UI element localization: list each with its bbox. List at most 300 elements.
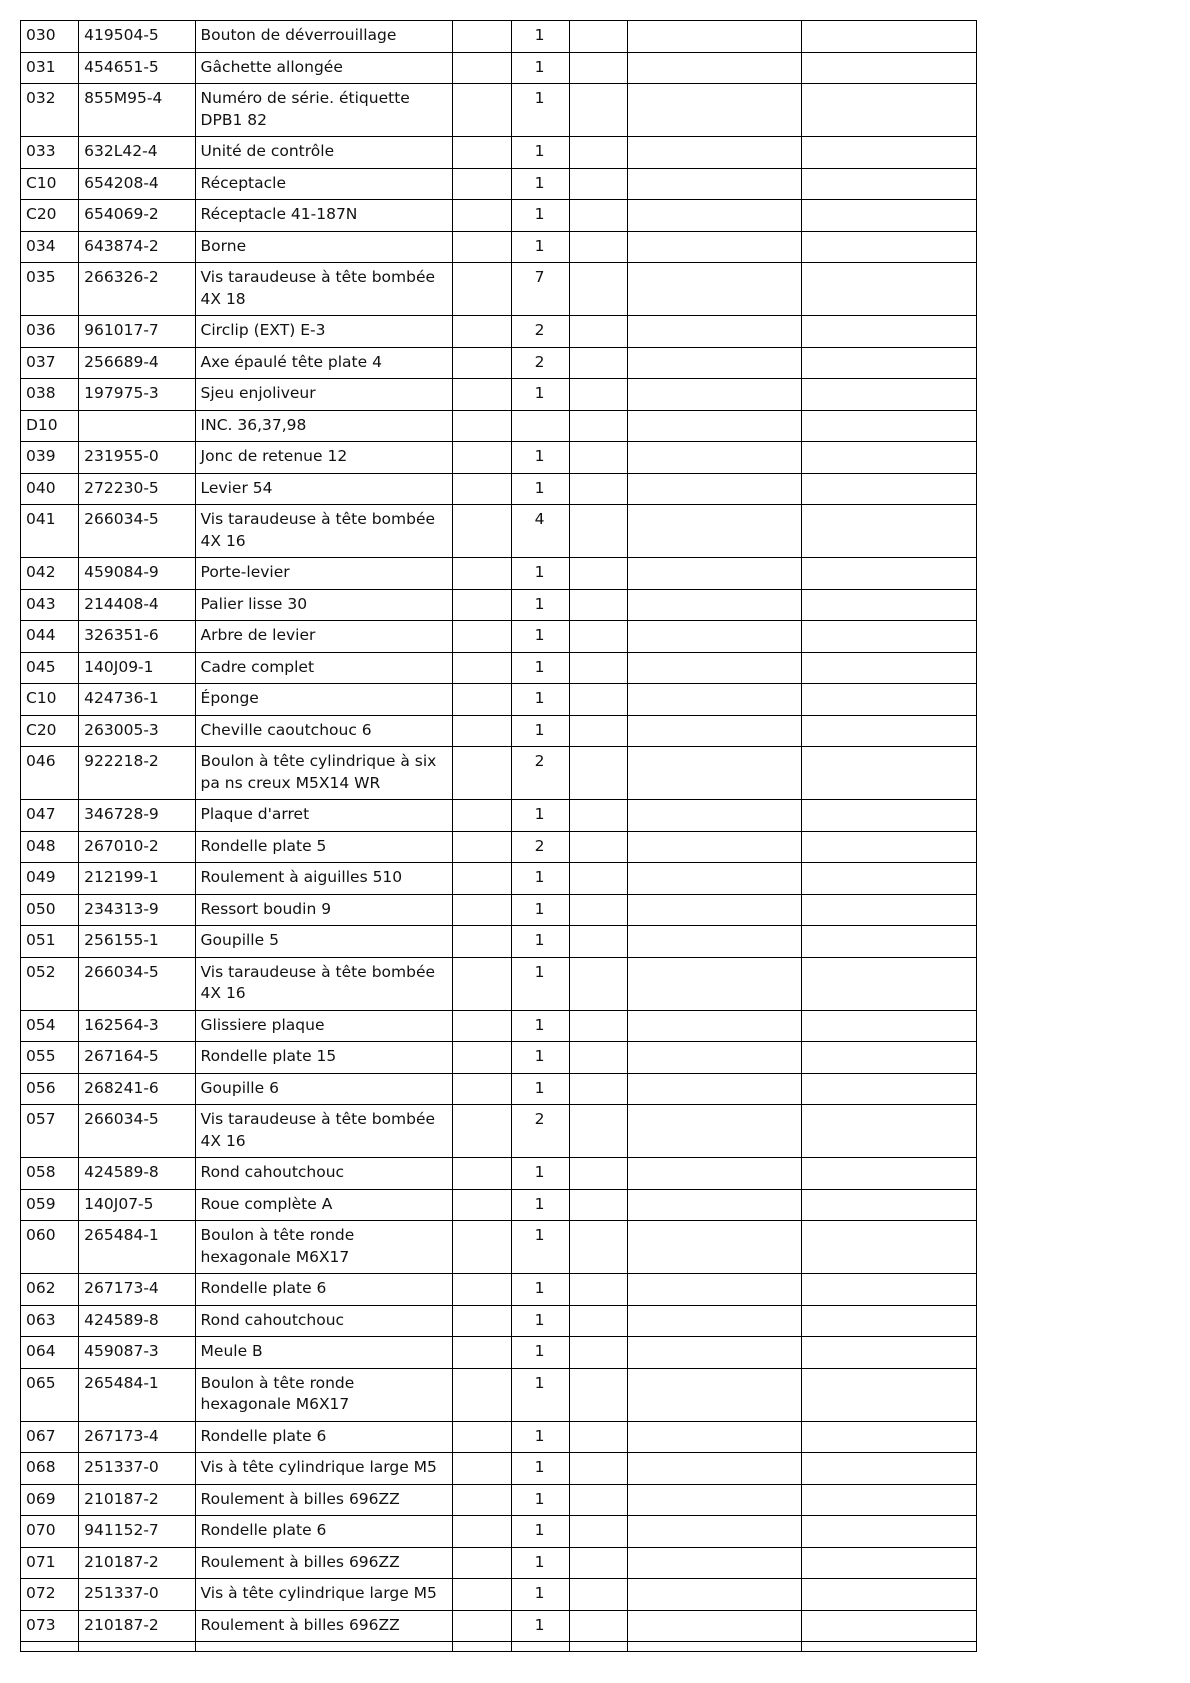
part-reference-cell: 214408-4 xyxy=(79,589,195,621)
part-reference-cell: 326351-6 xyxy=(79,621,195,653)
part-reference-cell: 454651-5 xyxy=(79,52,195,84)
blank-cell xyxy=(627,621,802,653)
blank-cell xyxy=(802,316,977,348)
item-number-cell: 033 xyxy=(21,137,79,169)
part-reference-cell: 643874-2 xyxy=(79,231,195,263)
description-cell: Levier 54 xyxy=(195,473,453,505)
blank-cell xyxy=(627,137,802,169)
table-row xyxy=(21,926,977,958)
blank-cell xyxy=(453,263,511,316)
quantity-cell: 1 xyxy=(511,21,569,53)
blank-cell xyxy=(453,1421,511,1453)
item-number-cell: 040 xyxy=(21,473,79,505)
blank-cell xyxy=(453,747,511,800)
blank-cell xyxy=(453,800,511,832)
blank-cell xyxy=(569,894,627,926)
description-cell: Axe épaulé tête plate 4 xyxy=(195,347,453,379)
item-number-cell: 062 xyxy=(21,1274,79,1306)
item-number-cell: 032 xyxy=(21,84,79,137)
blank-cell xyxy=(453,1042,511,1074)
item-number-cell: 051 xyxy=(21,926,79,958)
quantity-cell: 1 xyxy=(511,1010,569,1042)
table-row xyxy=(21,957,977,1010)
quantity-cell: 1 xyxy=(511,1547,569,1579)
blank-cell xyxy=(627,347,802,379)
table-row xyxy=(21,1579,977,1611)
part-reference-cell: 346728-9 xyxy=(79,800,195,832)
quantity-cell: 1 xyxy=(511,200,569,232)
blank-cell xyxy=(569,84,627,137)
part-reference-cell: 267173-4 xyxy=(79,1421,195,1453)
table-row xyxy=(21,800,977,832)
table-row xyxy=(21,1010,977,1042)
table-row xyxy=(21,379,977,411)
blank-cell xyxy=(627,473,802,505)
table-row xyxy=(21,1221,977,1274)
quantity-cell: 1 xyxy=(511,1421,569,1453)
blank-cell xyxy=(627,200,802,232)
description-cell: Vis taraudeuse à tête bombée 4X 18 xyxy=(195,263,453,316)
blank-cell xyxy=(453,558,511,590)
blank-cell xyxy=(569,379,627,411)
item-number-cell: 049 xyxy=(21,863,79,895)
blank-cell xyxy=(453,1073,511,1105)
part-reference-cell: 961017-7 xyxy=(79,316,195,348)
part-reference-cell: 424589-8 xyxy=(79,1158,195,1190)
table-row xyxy=(21,347,977,379)
blank-cell xyxy=(569,168,627,200)
part-reference-cell: 941152-7 xyxy=(79,1516,195,1548)
blank-cell xyxy=(569,589,627,621)
description-cell: Boulon à tête cylindrique à six pa ns creux M5X14 WR xyxy=(195,747,453,800)
table-row xyxy=(21,558,977,590)
table-row xyxy=(21,1368,977,1421)
blank-cell xyxy=(569,316,627,348)
blank-cell xyxy=(627,52,802,84)
table-row xyxy=(21,894,977,926)
blank-cell xyxy=(569,1305,627,1337)
item-number-cell xyxy=(21,1642,79,1652)
blank-cell xyxy=(627,957,802,1010)
description-cell: Plaque d'arret xyxy=(195,800,453,832)
table-row xyxy=(21,715,977,747)
blank-cell xyxy=(569,863,627,895)
table-row xyxy=(21,505,977,558)
blank-cell xyxy=(627,1105,802,1158)
blank-cell xyxy=(802,505,977,558)
description-cell: Roulement à billes 696ZZ xyxy=(195,1610,453,1642)
quantity-cell: 1 xyxy=(511,863,569,895)
table-row xyxy=(21,684,977,716)
quantity-cell xyxy=(511,410,569,442)
part-reference-cell: 162564-3 xyxy=(79,1010,195,1042)
blank-cell xyxy=(802,200,977,232)
item-number-cell: 068 xyxy=(21,1453,79,1485)
blank-cell xyxy=(569,1484,627,1516)
quantity-cell: 1 xyxy=(511,52,569,84)
blank-cell xyxy=(453,715,511,747)
blank-cell xyxy=(453,1368,511,1421)
quantity-cell: 1 xyxy=(511,1073,569,1105)
blank-cell xyxy=(802,1274,977,1306)
blank-cell xyxy=(453,926,511,958)
blank-cell xyxy=(802,1453,977,1485)
blank-cell xyxy=(569,1453,627,1485)
description-cell: Meule B xyxy=(195,1337,453,1369)
part-reference-cell: 266034-5 xyxy=(79,505,195,558)
blank-cell xyxy=(569,800,627,832)
blank-cell xyxy=(627,316,802,348)
item-number-cell: 030 xyxy=(21,21,79,53)
item-number-cell: 071 xyxy=(21,1547,79,1579)
table-row xyxy=(21,1158,977,1190)
quantity-cell: 1 xyxy=(511,1158,569,1190)
blank-cell xyxy=(802,410,977,442)
part-reference-cell: 922218-2 xyxy=(79,747,195,800)
parts-table-body xyxy=(21,21,977,1652)
description-cell: Gâchette allongée xyxy=(195,52,453,84)
item-number-cell: 064 xyxy=(21,1337,79,1369)
table-row xyxy=(21,652,977,684)
blank-cell xyxy=(627,1158,802,1190)
quantity-cell: 1 xyxy=(511,1337,569,1369)
blank-cell xyxy=(802,473,977,505)
quantity-cell: 1 xyxy=(511,231,569,263)
part-reference-cell: 267010-2 xyxy=(79,831,195,863)
blank-cell xyxy=(802,1421,977,1453)
blank-cell xyxy=(802,1337,977,1369)
blank-cell xyxy=(569,21,627,53)
blank-cell xyxy=(453,957,511,1010)
blank-cell xyxy=(627,1073,802,1105)
table-row xyxy=(21,52,977,84)
part-reference-cell: 266326-2 xyxy=(79,263,195,316)
item-number-cell: 038 xyxy=(21,379,79,411)
blank-cell xyxy=(453,1274,511,1306)
blank-cell xyxy=(802,926,977,958)
blank-cell xyxy=(569,715,627,747)
table-row xyxy=(21,1189,977,1221)
quantity-cell: 1 xyxy=(511,1579,569,1611)
blank-cell xyxy=(453,1337,511,1369)
quantity-cell: 1 xyxy=(511,137,569,169)
item-number-cell: 036 xyxy=(21,316,79,348)
blank-cell xyxy=(627,1610,802,1642)
blank-cell xyxy=(453,137,511,169)
description-cell: Ressort boudin 9 xyxy=(195,894,453,926)
blank-cell xyxy=(453,863,511,895)
parts-table xyxy=(20,20,977,1652)
blank-cell xyxy=(569,1610,627,1642)
blank-cell xyxy=(453,831,511,863)
item-number-cell: C20 xyxy=(21,715,79,747)
quantity-cell: 1 xyxy=(511,558,569,590)
blank-cell xyxy=(802,1073,977,1105)
blank-cell xyxy=(453,1105,511,1158)
item-number-cell: 067 xyxy=(21,1421,79,1453)
item-number-cell: 042 xyxy=(21,558,79,590)
part-reference-cell xyxy=(79,410,195,442)
blank-cell xyxy=(453,231,511,263)
table-row xyxy=(21,747,977,800)
description-cell: Goupille 6 xyxy=(195,1073,453,1105)
blank-cell xyxy=(802,831,977,863)
part-reference-cell: 197975-3 xyxy=(79,379,195,411)
blank-cell xyxy=(627,1189,802,1221)
blank-cell xyxy=(569,137,627,169)
table-row xyxy=(21,231,977,263)
blank-cell xyxy=(802,1010,977,1042)
part-reference-cell: 210187-2 xyxy=(79,1484,195,1516)
table-row xyxy=(21,442,977,474)
blank-cell xyxy=(627,894,802,926)
blank-cell xyxy=(569,347,627,379)
blank-cell xyxy=(627,1305,802,1337)
table-row xyxy=(21,1516,977,1548)
item-number-cell: 031 xyxy=(21,52,79,84)
blank-cell xyxy=(569,1642,627,1652)
table-row xyxy=(21,168,977,200)
part-reference-cell: 654208-4 xyxy=(79,168,195,200)
blank-cell xyxy=(802,1547,977,1579)
blank-cell xyxy=(627,1453,802,1485)
quantity-cell: 1 xyxy=(511,1610,569,1642)
blank-cell xyxy=(627,589,802,621)
blank-cell xyxy=(453,1610,511,1642)
blank-cell xyxy=(453,1221,511,1274)
blank-cell xyxy=(453,684,511,716)
item-number-cell: 050 xyxy=(21,894,79,926)
blank-cell xyxy=(453,442,511,474)
quantity-cell: 1 xyxy=(511,1274,569,1306)
part-reference-cell: 140J07-5 xyxy=(79,1189,195,1221)
description-cell: Vis à tête cylindrique large M5 xyxy=(195,1579,453,1611)
item-number-cell: D10 xyxy=(21,410,79,442)
blank-cell xyxy=(453,168,511,200)
item-number-cell: 065 xyxy=(21,1368,79,1421)
item-number-cell: 057 xyxy=(21,1105,79,1158)
table-row xyxy=(21,589,977,621)
blank-cell xyxy=(802,589,977,621)
blank-cell xyxy=(453,1010,511,1042)
blank-cell xyxy=(453,1189,511,1221)
blank-cell xyxy=(569,200,627,232)
blank-cell xyxy=(802,1516,977,1548)
description-cell: Roulement à billes 696ZZ xyxy=(195,1547,453,1579)
quantity-cell: 1 xyxy=(511,442,569,474)
blank-cell xyxy=(569,1579,627,1611)
blank-cell xyxy=(569,1158,627,1190)
blank-cell xyxy=(802,84,977,137)
item-number-cell: 039 xyxy=(21,442,79,474)
description-cell: Jonc de retenue 12 xyxy=(195,442,453,474)
blank-cell xyxy=(802,1610,977,1642)
blank-cell xyxy=(453,894,511,926)
description-cell: Rondelle plate 6 xyxy=(195,1516,453,1548)
description-cell: Vis à tête cylindrique large M5 xyxy=(195,1453,453,1485)
description-cell: Vis taraudeuse à tête bombée 4X 16 xyxy=(195,957,453,1010)
blank-cell xyxy=(802,1305,977,1337)
blank-cell xyxy=(627,231,802,263)
blank-cell xyxy=(569,442,627,474)
blank-cell xyxy=(453,473,511,505)
blank-cell xyxy=(569,1547,627,1579)
table-row xyxy=(21,1453,977,1485)
blank-cell xyxy=(627,1484,802,1516)
blank-cell xyxy=(453,347,511,379)
table-row xyxy=(21,137,977,169)
blank-cell xyxy=(453,1642,511,1652)
blank-cell xyxy=(569,52,627,84)
blank-cell xyxy=(569,1368,627,1421)
blank-cell xyxy=(569,1042,627,1074)
blank-cell xyxy=(627,442,802,474)
part-reference-cell: 272230-5 xyxy=(79,473,195,505)
part-reference-cell: 265484-1 xyxy=(79,1221,195,1274)
part-reference-cell: 212199-1 xyxy=(79,863,195,895)
item-number-cell: 048 xyxy=(21,831,79,863)
blank-cell xyxy=(627,1642,802,1652)
blank-cell xyxy=(569,684,627,716)
quantity-cell: 4 xyxy=(511,505,569,558)
quantity-cell: 1 xyxy=(511,168,569,200)
item-number-cell: 059 xyxy=(21,1189,79,1221)
item-number-cell: 047 xyxy=(21,800,79,832)
table-row xyxy=(21,473,977,505)
blank-cell xyxy=(802,1579,977,1611)
blank-cell xyxy=(802,1368,977,1421)
table-row xyxy=(21,1305,977,1337)
blank-cell xyxy=(802,137,977,169)
blank-cell xyxy=(802,168,977,200)
blank-cell xyxy=(569,1274,627,1306)
blank-cell xyxy=(627,863,802,895)
blank-cell xyxy=(802,1642,977,1652)
part-reference-cell: 424736-1 xyxy=(79,684,195,716)
part-reference-cell: 234313-9 xyxy=(79,894,195,926)
blank-cell xyxy=(453,21,511,53)
blank-cell xyxy=(453,589,511,621)
description-cell: Borne xyxy=(195,231,453,263)
table-row xyxy=(21,831,977,863)
description-cell: Boulon à tête ronde hexagonale M6X17 xyxy=(195,1368,453,1421)
description-cell xyxy=(195,1642,453,1652)
quantity-cell: 7 xyxy=(511,263,569,316)
blank-cell xyxy=(569,1337,627,1369)
blank-cell xyxy=(569,831,627,863)
blank-cell xyxy=(569,926,627,958)
part-reference-cell: 654069-2 xyxy=(79,200,195,232)
blank-cell xyxy=(453,52,511,84)
blank-cell xyxy=(569,410,627,442)
blank-cell xyxy=(627,379,802,411)
description-cell: Rondelle plate 6 xyxy=(195,1421,453,1453)
blank-cell xyxy=(627,263,802,316)
quantity-cell: 1 xyxy=(511,652,569,684)
item-number-cell: 073 xyxy=(21,1610,79,1642)
item-number-cell: C10 xyxy=(21,684,79,716)
table-row xyxy=(21,21,977,53)
blank-cell xyxy=(627,1042,802,1074)
blank-cell xyxy=(627,1368,802,1421)
blank-cell xyxy=(802,558,977,590)
part-reference-cell: 632L42-4 xyxy=(79,137,195,169)
item-number-cell: 046 xyxy=(21,747,79,800)
quantity-cell: 1 xyxy=(511,1368,569,1421)
table-row xyxy=(21,1642,977,1652)
blank-cell xyxy=(453,1305,511,1337)
table-row xyxy=(21,621,977,653)
blank-cell xyxy=(627,1337,802,1369)
description-cell: Rondelle plate 5 xyxy=(195,831,453,863)
part-reference-cell: 231955-0 xyxy=(79,442,195,474)
quantity-cell: 1 xyxy=(511,894,569,926)
description-cell: Numéro de série. étiquette DPB1 82 xyxy=(195,84,453,137)
blank-cell xyxy=(627,168,802,200)
item-number-cell: 063 xyxy=(21,1305,79,1337)
blank-cell xyxy=(453,505,511,558)
item-number-cell: 058 xyxy=(21,1158,79,1190)
description-cell: Réceptacle 41-187N xyxy=(195,200,453,232)
blank-cell xyxy=(569,747,627,800)
part-reference-cell: 268241-6 xyxy=(79,1073,195,1105)
blank-cell xyxy=(569,558,627,590)
blank-cell xyxy=(569,1221,627,1274)
part-reference-cell: 459084-9 xyxy=(79,558,195,590)
quantity-cell: 2 xyxy=(511,747,569,800)
item-number-cell: 072 xyxy=(21,1579,79,1611)
blank-cell xyxy=(569,1105,627,1158)
part-reference-cell: 210187-2 xyxy=(79,1610,195,1642)
blank-cell xyxy=(627,1579,802,1611)
part-reference-cell: 265484-1 xyxy=(79,1368,195,1421)
blank-cell xyxy=(453,652,511,684)
item-number-cell: 056 xyxy=(21,1073,79,1105)
description-cell: Glissiere plaque xyxy=(195,1010,453,1042)
table-row xyxy=(21,1421,977,1453)
blank-cell xyxy=(627,1010,802,1042)
blank-cell xyxy=(569,505,627,558)
table-row xyxy=(21,84,977,137)
part-reference-cell: 419504-5 xyxy=(79,21,195,53)
item-number-cell: 045 xyxy=(21,652,79,684)
quantity-cell: 1 xyxy=(511,1516,569,1548)
blank-cell xyxy=(453,621,511,653)
blank-cell xyxy=(802,1042,977,1074)
table-row xyxy=(21,1042,977,1074)
blank-cell xyxy=(453,84,511,137)
blank-cell xyxy=(569,263,627,316)
blank-cell xyxy=(569,957,627,1010)
blank-cell xyxy=(569,1010,627,1042)
blank-cell xyxy=(569,1189,627,1221)
part-reference-cell: 251337-0 xyxy=(79,1579,195,1611)
part-reference-cell: 263005-3 xyxy=(79,715,195,747)
description-cell: Sjeu enjoliveur xyxy=(195,379,453,411)
quantity-cell: 1 xyxy=(511,589,569,621)
blank-cell xyxy=(802,1221,977,1274)
blank-cell xyxy=(802,800,977,832)
table-row xyxy=(21,200,977,232)
description-cell: Roulement à aiguilles 510 xyxy=(195,863,453,895)
table-row xyxy=(21,1547,977,1579)
blank-cell xyxy=(802,52,977,84)
blank-cell xyxy=(627,715,802,747)
quantity-cell: 1 xyxy=(511,1453,569,1485)
blank-cell xyxy=(802,621,977,653)
quantity-cell: 2 xyxy=(511,316,569,348)
description-cell: Cadre complet xyxy=(195,652,453,684)
